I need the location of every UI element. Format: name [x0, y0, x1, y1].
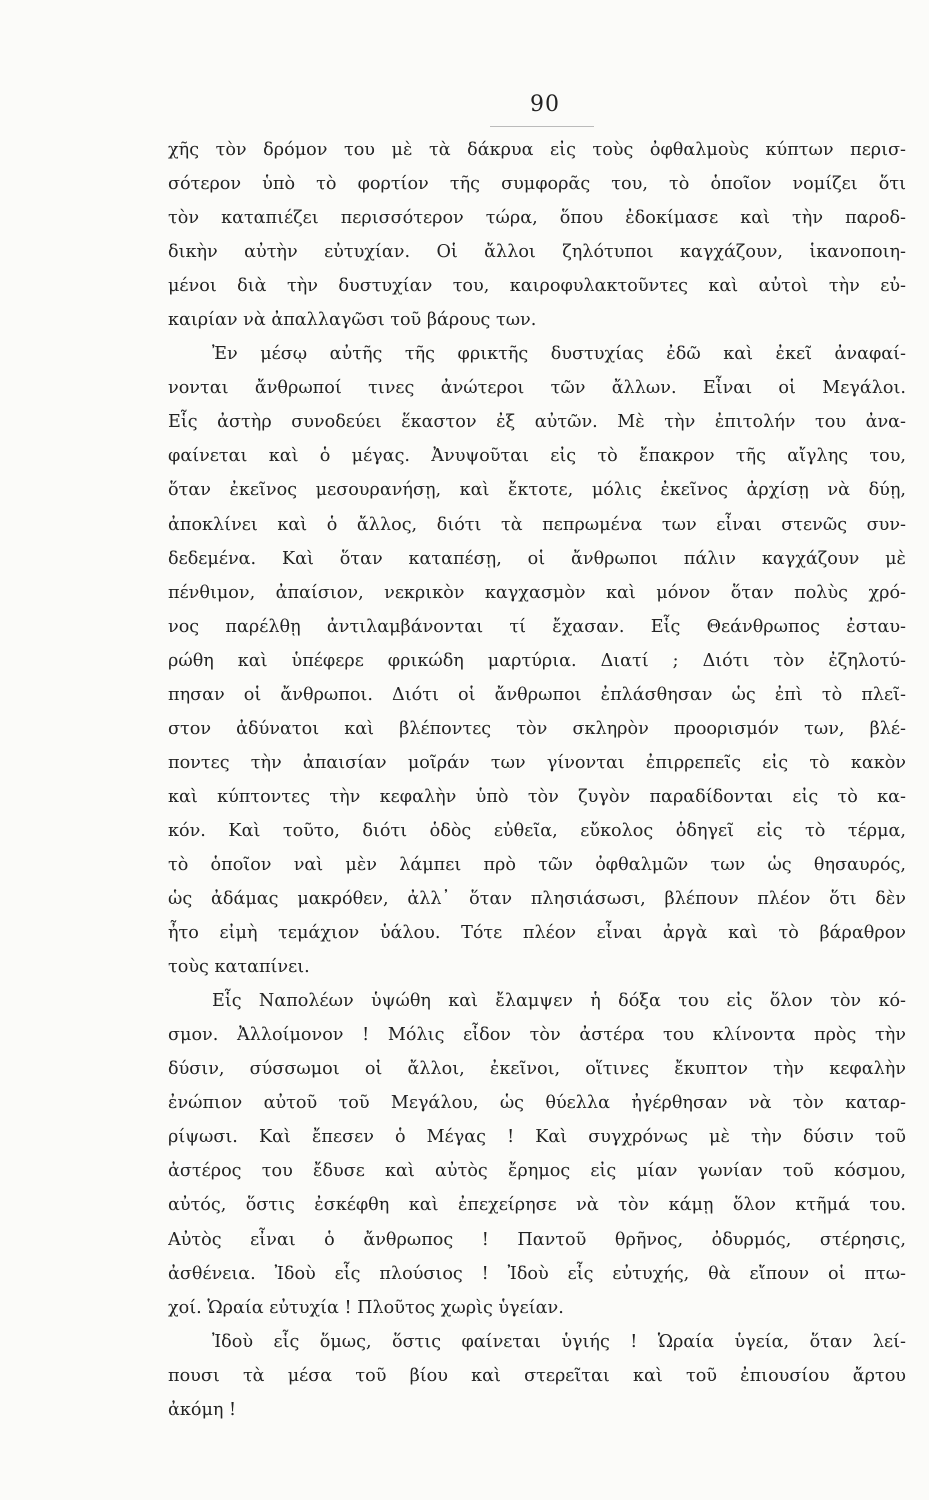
- text-line: στον ἀδύνατοι καὶ βλέποντες τὸν σκληρὸν προορισμόν των, βλέ-: [168, 718, 906, 739]
- text-line: πουσι τὰ μέσα τοῦ βίου καὶ στερεῖται καὶ τοῦ ἐπιουσίου ἄρτου: [168, 1365, 906, 1386]
- text-line: δικὴν αὐτὴν εὐτυχίαν. Οἱ ἄλλοι ζηλότυποι καγχάζουν, ἱκανοποιη-: [168, 242, 906, 263]
- text-line: αὐτός, ὅστις ἐσκέφθη καὶ ἐπεχείρησε νὰ τὸν κάμῃ ὅλον κτῆμά του.: [168, 1195, 906, 1216]
- text-line: κόν. Καὶ τοῦτο, διότι ὁδὸς εὐθεῖα, εὔκολος ὁδηγεῖ εἰς τὸ τέρμα,: [168, 820, 906, 841]
- text-line: ἀστέρος του ἔδυσε καὶ αὐτὸς ἔρημος εἰς μίαν γωνίαν τοῦ κόσμου,: [168, 1161, 906, 1182]
- text-line: νος παρέλθῃ ἀντιλαμβάνονται τί ἔχασαν. Εἷς Θεάνθρωπος ἐσταυ-: [168, 616, 906, 637]
- text-line: νονται ἄνθρωποί τινες ἀνώτεροι τῶν ἄλλων. Εἶναι οἱ Μεγάλοι.: [168, 378, 906, 399]
- text-line: μένοι διὰ τὴν δυστυχίαν του, καιροφυλακτοῦντες καὶ αὐτοὶ τὴν εὐ-: [168, 276, 906, 297]
- text-line: πησαν οἱ ἄνθρωποι. Διότι οἱ ἄνθρωποι ἐπλάσθησαν ὡς ἐπὶ τὸ πλεῖ-: [168, 684, 906, 705]
- text-line: Ἐν μέσῳ αὐτῆς τῆς φρικτῆς δυστυχίας ἐδῶ καὶ ἐκεῖ ἀναφαί-: [212, 344, 906, 365]
- text-line: δεδεμένα. Καὶ ὅταν καταπέσῃ, οἱ ἄνθρωποι πάλιν καγχάζουν μὲ: [168, 548, 906, 569]
- text-line: φαίνεται καὶ ὁ μέγας. Ἀνυψοῦται εἰς τὸ ἔπακρον τῆς αἴγλης του,: [168, 446, 906, 467]
- text-line: πένθιμον, ἀπαίσιον, νεκρικὸν καγχασμὸν καὶ μόνον ὅταν πολὺς χρό-: [168, 582, 906, 603]
- text-line: ἀποκλίνει καὶ ὁ ἄλλος, διότι τὰ πεπρωμένα των εἶναι στενῶς συν-: [168, 514, 906, 535]
- text-line: τὸν καταπιέζει περισσότερον τώρα, ὅπου ἐδοκίμασε καὶ τὴν παροδ-: [168, 208, 906, 229]
- text-line: ἐνώπιον αὐτοῦ τοῦ Μεγάλου, ὡς θύελλα ἠγέρθησαν νὰ τὸν καταρ-: [168, 1093, 906, 1114]
- text-line: Ἰδοὺ εἷς ὅμως, ὅστις φαίνεται ὑγιής ! Ὡραία ὑγεία, ὅταν λεί-: [212, 1331, 906, 1352]
- text-line: ἀσθένεια. Ἰδοὺ εἷς πλούσιος ! Ἰδοὺ εἷς εὐτυχής, θὰ εἴπουν οἱ πτω-: [168, 1263, 906, 1284]
- text-line: καὶ κύπτοντες τὴν κεφαλὴν ὑπὸ τὸν ζυγὸν παραδίδονται εἰς τὸ κα-: [168, 786, 906, 807]
- text-line: τοὺς καταπίνει.: [168, 957, 310, 978]
- text-line: Εἷς ἀστὴρ συνοδεύει ἕκαστον ἐξ αὐτῶν. Μὲ τὴν ἐπιτολήν του ἀνα-: [168, 412, 906, 433]
- text-line: χοί. Ὡραία εὐτυχία ! Πλοῦτος χωρὶς ὑγείαν.: [168, 1297, 564, 1318]
- text-line: σότερον ὑπὸ τὸ φορτίον τῆς συμφορᾶς του, τὸ ὁποῖον νομίζει ὅτι: [168, 174, 906, 195]
- text-line: ρίψωσι. Καὶ ἔπεσεν ὁ Μέγας ! Καὶ συγχρόνως μὲ τὴν δύσιν τοῦ: [168, 1127, 906, 1148]
- page-number-rule: [490, 126, 594, 127]
- text-line: καιρίαν νὰ ἀπαλλαγῶσι τοῦ βάρους των.: [168, 310, 537, 331]
- text-line: ὡς ἀδάμας μακρόθεν, ἀλλ᾽ ὅταν πλησιάσωσι, βλέπουν πλέον ὅτι δὲν: [168, 889, 906, 910]
- text-line: σμον. Ἀλλοίμονον ! Μόλις εἶδον τὸν ἀστέρα του κλίνοντα πρὸς τὴν: [168, 1025, 906, 1046]
- text-line: τὸ ὁποῖον ναὶ μὲν λάμπει πρὸ τῶν ὀφθαλμῶν των ὡς θησαυρός,: [168, 854, 906, 875]
- body-text: [168, 133, 906, 1427]
- text-line: ἦτο εἰμὴ τεμάχιον ὑάλου. Τότε πλέον εἶναι ἀργὰ καὶ τὸ βάραθρον: [168, 923, 906, 944]
- text-line: δύσιν, σύσσωμοι οἱ ἄλλοι, ἐκεῖνοι, οἵτινες ἔκυπτον τὴν κεφαλὴν: [168, 1059, 906, 1080]
- text-line: Αὐτὸς εἶναι ὁ ἄνθρωπος ! Παντοῦ θρῆνος, ὀδυρμός, στέρησις,: [168, 1229, 906, 1250]
- text-line: χῆς τὸν δρόμον του μὲ τὰ δάκρυα εἰς τοὺς ὀφθαλμοὺς κύπτων περισ-: [168, 140, 906, 160]
- text-line: Εἷς Ναπολέων ὑψώθη καὶ ἔλαμψεν ἡ δόξα του εἰς ὅλον τὸν κό-: [212, 991, 906, 1012]
- page-number: 90: [530, 92, 560, 117]
- text-line: ποντες τὴν ἀπαισίαν μοῖράν των γίνονται ἐπιρρεπεῖς εἰς τὸ κακὸν: [168, 752, 906, 773]
- text-line: ὅταν ἐκεῖνος μεσουρανήσῃ, καὶ ἔκτοτε, μόλις ἐκεῖνος ἀρχίσῃ νὰ δύῃ,: [168, 480, 906, 501]
- text-line: ἀκόμη !: [168, 1399, 237, 1420]
- text-line: ρώθη καὶ ὑπέφερε φρικώδη μαρτύρια. Διατί ; Διότι τὸν ἐζηλοτύ-: [168, 650, 906, 671]
